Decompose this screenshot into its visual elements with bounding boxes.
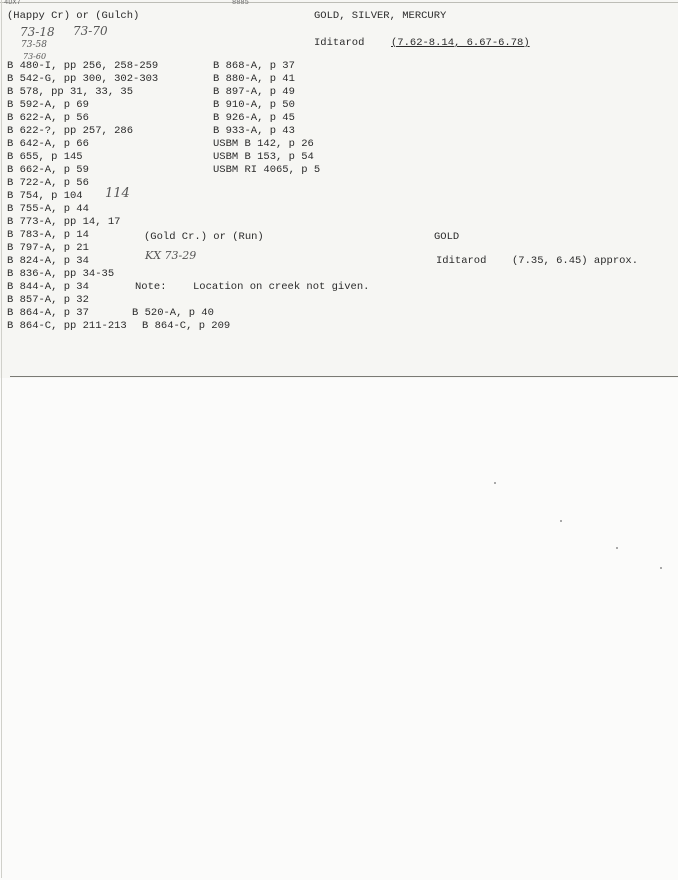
- ref-item: B 622-A, p 56: [7, 112, 89, 124]
- first-place-quad: Iditarod: [314, 37, 365, 49]
- handwritten-ref-73-18: 73-18: [20, 25, 55, 39]
- ref-item: B 933-A, p 43: [213, 125, 295, 137]
- handwritten-ref-kx-73-29: KX 73-29: [145, 249, 197, 262]
- second-place-ref: B 520-A, p 40: [132, 307, 214, 319]
- first-place-name: (Happy Cr) or (Gulch): [7, 10, 140, 22]
- ref-item: B 910-A, p 50: [213, 99, 295, 111]
- handwritten-ref-73-58: 73-58: [21, 40, 47, 50]
- scan-speck: [494, 482, 496, 484]
- ref-item: B 722-A, p 56: [7, 177, 89, 189]
- handwritten-ref-73-60: 73-60: [23, 52, 47, 61]
- ref-item: B 542-G, pp 300, 302-303: [7, 73, 159, 85]
- scan-speck: [560, 520, 562, 522]
- ref-item: B 578, pp 31, 33, 35: [7, 86, 134, 98]
- card-top-rule: [0, 2, 678, 3]
- ref-item: B 773-A, pp 14, 17: [7, 216, 121, 228]
- second-place-quad-coords: (7.35, 6.45) approx.: [512, 255, 639, 267]
- first-place-quad-coords: (7.62-8.14, 6.67-6.78): [391, 37, 530, 49]
- card-bottom-rule: [10, 376, 678, 377]
- note-label: Note:: [135, 281, 167, 293]
- ref-item: USBM B 153, p 54: [213, 151, 314, 163]
- scan-speck: [616, 547, 618, 549]
- ref-item: B 844-A, p 34: [7, 281, 89, 293]
- ref-item: B 622-?, pp 257, 286: [7, 125, 134, 137]
- ref-item: B 480-I, pp 256, 258-259: [7, 60, 159, 72]
- ref-item: B 754, p 104: [7, 190, 83, 202]
- ref-item: B 864-A, p 37: [7, 307, 89, 319]
- second-place-quad: Iditarod: [436, 255, 487, 267]
- second-place-ref: B 864-C, p 209: [142, 320, 231, 332]
- ref-item: B 662-A, p 59: [7, 164, 89, 176]
- ref-item: USBM RI 4065, p 5: [213, 164, 321, 176]
- ref-item: B 755-A, p 44: [7, 203, 89, 215]
- ref-item: B 836-A, pp 34-35: [7, 268, 115, 280]
- ref-item: B 880-A, p 41: [213, 73, 295, 85]
- handwritten-ref-73-70: 73-70: [73, 24, 108, 38]
- ref-item: B 592-A, p 69: [7, 99, 89, 111]
- top-stamp: 8885: [232, 0, 249, 7]
- index-card: [0, 0, 678, 378]
- ref-item: B 642-A, p 66: [7, 138, 89, 150]
- ref-item: B 857-A, p 32: [7, 294, 89, 306]
- ref-item: USBM B 142, p 26: [213, 138, 314, 150]
- ref-item: B 655, p 145: [7, 151, 83, 163]
- ref-item: B 824-A, p 34: [7, 255, 89, 267]
- note-text: Location on creek not given.: [193, 281, 370, 293]
- ref-item: B 926-A, p 45: [213, 112, 295, 124]
- ref-item: B 783-A, p 14: [7, 229, 89, 241]
- corner-stamp: 4DX7: [4, 0, 21, 7]
- second-place-name: (Gold Cr.) or (Run): [144, 231, 264, 243]
- handwritten-ref-114: 114: [105, 186, 130, 201]
- first-place-commodities: GOLD, SILVER, MERCURY: [314, 10, 447, 22]
- second-place-commodity: GOLD: [434, 231, 460, 243]
- card-left-rule: [1, 0, 2, 878]
- ref-item: B 797-A, p 21: [7, 242, 89, 254]
- ref-item: B 897-A, p 49: [213, 86, 295, 98]
- scan-speck: [660, 567, 662, 569]
- ref-item: B 864-C, pp 211-213: [7, 320, 127, 332]
- ref-item: B 868-A, p 37: [213, 60, 295, 72]
